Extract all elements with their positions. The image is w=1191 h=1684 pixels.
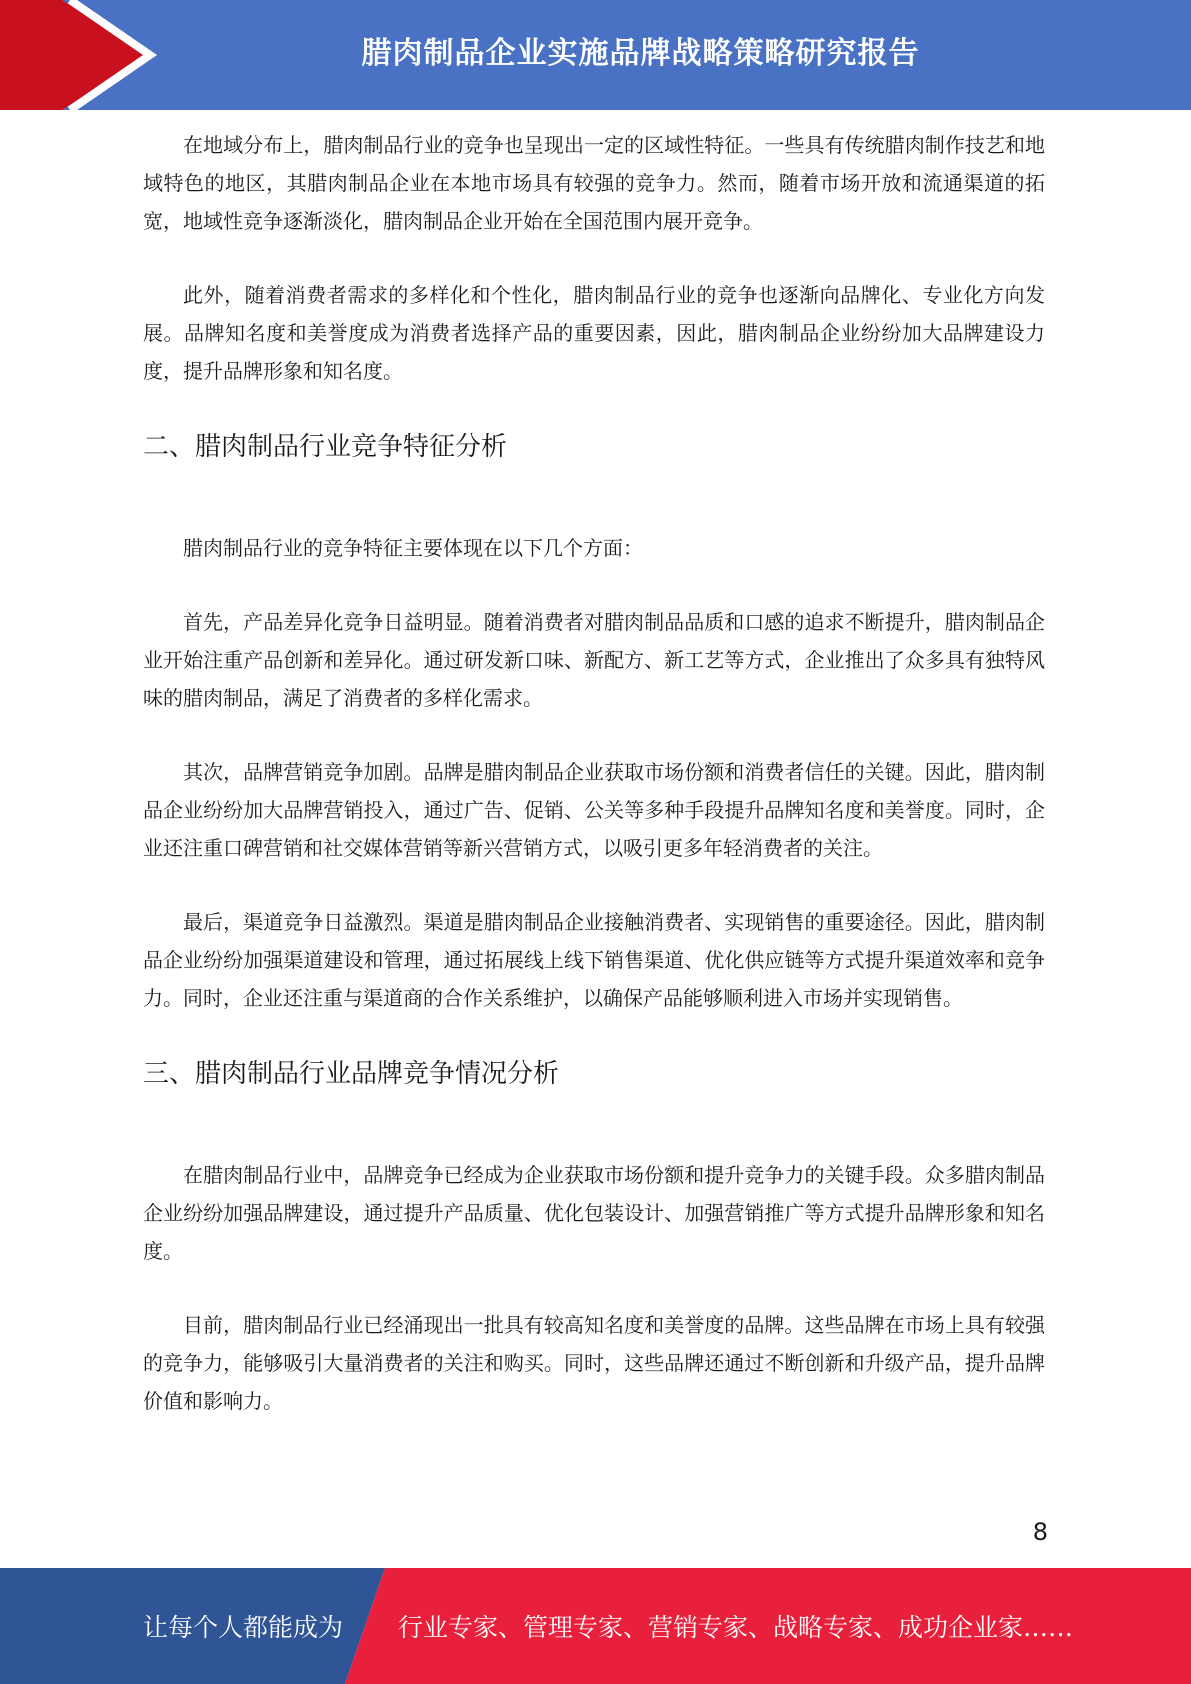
- paragraph: 首先，产品差异化竞争日益明显。随着消费者对腊肉制品品质和口感的追求不断提升，腊肉制品企业开始注重产品创新和差异化。通过研发新口味、新配方、新工艺等方式，企业推出了众多具有独特风味的腊肉制品，满足了消费者的多样化需求。: [143, 610, 1045, 710]
- footer-slogan-right: 行业专家、管理专家、营销专家、战略专家、成功企业家……: [398, 1613, 1074, 1642]
- paragraph: 此外，随着消费者需求的多样化和个性化，腊肉制品行业的竞争也逐渐向品牌化、专业化方向发展。品牌知名度和美誉度成为消费者选择产品的重要因素，因此，腊肉制品企业纷纷加大品牌建设力度，提升品牌形象和知名度。: [143, 283, 1045, 383]
- section-heading: 三、腊肉制品行业品牌竞争情况分析: [143, 1059, 560, 1089]
- report-title: 腊肉制品企业实施品牌战略策略研究报告: [361, 36, 920, 71]
- paragraph: 在地域分布上，腊肉制品行业的竞争也呈现出一定的区域性特征。一些具有传统腊肉制作技艺和地域特色的地区，其腊肉制品企业在本地市场具有较强的竞争力。然而，随着市场开放和流通渠道的拓宽，地域性竞争逐渐淡化，腊肉制品企业开始在全国范围内展开竞争。: [143, 133, 1045, 233]
- report-footer: [0, 1568, 1191, 1684]
- section-heading: 二、腊肉制品行业竞争特征分析: [143, 432, 508, 462]
- page-number: 8: [1032, 1518, 1048, 1546]
- report-header: [0, 0, 1191, 110]
- footer-slogan-left: 让每个人都能成为: [143, 1613, 344, 1642]
- paragraph: 腊肉制品行业的竞争特征主要体现在以下几个方面：: [183, 536, 643, 560]
- paragraph: 最后，渠道竞争日益激烈。渠道是腊肉制品企业接触消费者、实现销售的重要途径。因此，腊肉制品企业纷纷加强渠道建设和管理，通过拓展线上线下销售渠道、优化供应链等方式提升渠道效率和竞争力。同时，企业还注重与渠道商的合作关系维护，以确保产品能够顺利进入市场并实现销售。: [143, 910, 1045, 1010]
- paragraph: 在腊肉制品行业中，品牌竞争已经成为企业获取市场份额和提升竞争力的关键手段。众多腊肉制品企业纷纷加强品牌建设，通过提升产品质量、优化包装设计、加强营销推广等方式提升品牌形象和知名度。: [143, 1163, 1045, 1263]
- paragraph: 其次，品牌营销竞争加剧。品牌是腊肉制品企业获取市场份额和消费者信任的关键。因此，腊肉制品企业纷纷加大品牌营销投入，通过广告、促销、公关等多种手段提升品牌知名度和美誉度。同时，企业还注重口碑营销和社交媒体营销等新兴营销方式，以吸引更多年轻消费者的关注。: [143, 760, 1045, 860]
- page-content: [143, 126, 1045, 1456]
- paragraph: 目前，腊肉制品行业已经涌现出一批具有较高知名度和美誉度的品牌。这些品牌在市场上具有较强的竞争力，能够吸引大量消费者的关注和购买。同时，这些品牌还通过不断创新和升级产品，提升品牌价值和影响力。: [143, 1313, 1045, 1413]
